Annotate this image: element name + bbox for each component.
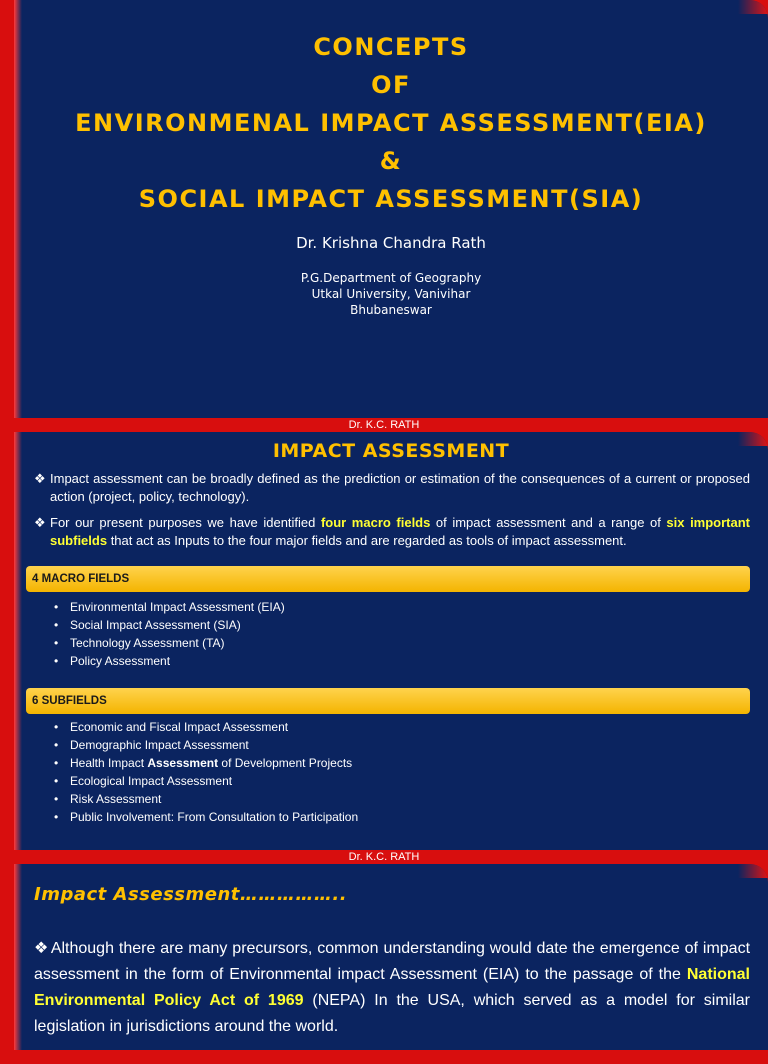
subfields-header: 6 SUBFIELDS xyxy=(26,688,750,714)
macro-fields-header: 4 MACRO FIELDS xyxy=(26,566,750,592)
highlight-text: National Environmental Policy Act of 1969 xyxy=(34,966,750,1009)
affiliation xyxy=(14,270,768,318)
affiliation-line: Utkal University, Vanivihar xyxy=(311,287,471,301)
list-item: • Risk Assessment xyxy=(54,790,748,808)
list-item-bold: Assessment xyxy=(147,756,219,770)
list-item xyxy=(54,754,748,772)
slide-1-footer: Dr. K.C. RATH xyxy=(348,419,420,431)
slide-2 xyxy=(0,432,768,864)
slide-3 xyxy=(0,864,768,1064)
slide-1 xyxy=(0,0,768,432)
slide-1-panel xyxy=(14,0,768,418)
list-item-text: of Development Projects xyxy=(218,756,353,770)
list-item: • Environmental Impact Assessment (EIA) xyxy=(54,598,748,616)
list-item: • Economic and Fiscal Impact Assessment xyxy=(54,718,748,736)
list-item: • Ecological Impact Assessment xyxy=(54,772,748,790)
bullet-text: For our present purposes we have identified xyxy=(50,515,321,530)
highlight-text: four macro fields xyxy=(320,515,431,530)
bullet-paragraph xyxy=(34,514,750,550)
slide-2-panel xyxy=(14,432,768,850)
diamond-bullet-icon: ❖ xyxy=(34,515,46,530)
list-item-text: Health Impact xyxy=(70,756,148,770)
list-item: • Social Impact Assessment (SIA) xyxy=(54,616,748,634)
list-item: • Demographic Impact Assessment xyxy=(54,736,748,754)
author-name: Dr. Krishna Chandra Rath xyxy=(296,234,486,252)
highlight-text: six important subfields xyxy=(50,515,751,548)
title-line: SOCIAL IMPACT ASSESSMENT(SIA) xyxy=(138,185,644,213)
title-line: ENVIRONMENAL IMPACT ASSESSMENT(EIA) xyxy=(75,109,707,137)
slide-1-title xyxy=(14,28,768,218)
slide-3-title: Impact Assessment…………….. xyxy=(34,884,348,905)
list-item: • Public Involvement: From Consultation to Participation xyxy=(54,808,748,826)
title-line: OF xyxy=(371,71,411,99)
bullet-text: that act as Inputs to the four major fields and are regarded as tools of impact assessment. xyxy=(107,533,627,548)
slide-2-footer: Dr. K.C. RATH xyxy=(348,851,420,863)
slide-2-title: IMPACT ASSESSMENT xyxy=(272,440,510,462)
title-line: & xyxy=(379,147,403,175)
list-item: • Policy Assessment xyxy=(54,652,748,670)
diamond-bullet-icon: ❖ xyxy=(34,471,46,486)
slide-2-body xyxy=(34,470,750,558)
subfields-list xyxy=(54,718,748,826)
list-item: • Technology Assessment (TA) xyxy=(54,634,748,652)
bullet-paragraph xyxy=(34,470,750,506)
diamond-bullet-icon: ❖ xyxy=(34,940,49,957)
affiliation-line: Bhubaneswar xyxy=(350,303,432,317)
body-text: Although there are many precursors, common understanding would date the emergence of impact assessment in the form of Environmental impact Assessment (EIA) to the passage of the xyxy=(34,940,751,983)
bullet-text: of impact assessment and a range of xyxy=(430,515,667,530)
body-text: (NEPA) In the USA, which served as a model for similar legislation in jurisdictions around the world. xyxy=(34,992,750,1035)
slide-3-panel xyxy=(14,864,768,1050)
macro-fields-list xyxy=(54,598,748,670)
title-line: CONCEPTS xyxy=(313,33,469,61)
bullet-text: Impact assessment can be broadly defined as the prediction or estimation of the consequences of a current or proposed action (project, policy, technology). xyxy=(50,471,750,504)
slide-3-body xyxy=(34,936,750,1040)
affiliation-line: P.G.Department of Geography xyxy=(300,271,482,285)
